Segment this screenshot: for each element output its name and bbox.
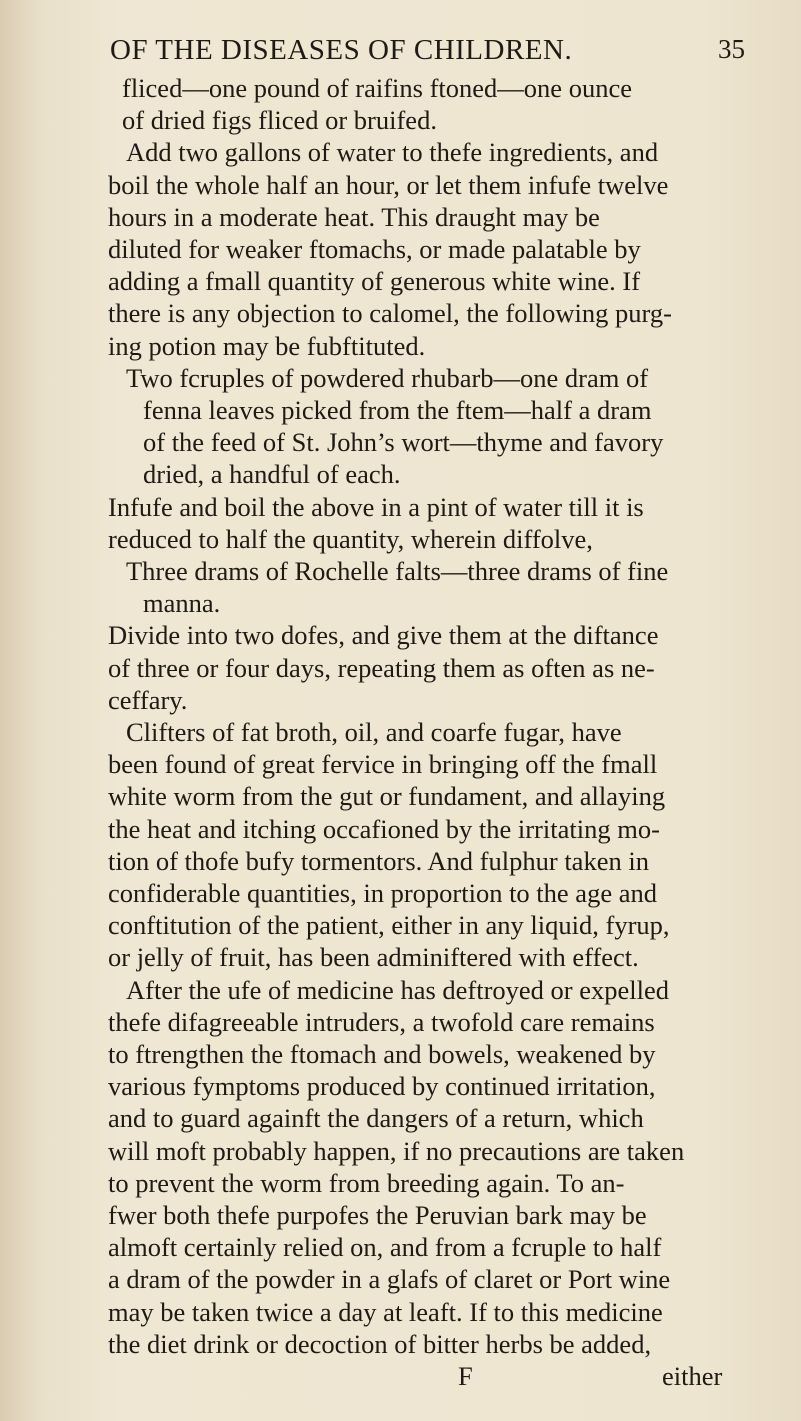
text-line: dried, a handful of each. [143, 459, 401, 490]
text-line: the diet drink or decoction of bitter herbs be added, [108, 1328, 652, 1359]
text-line: ing potion may be fubftituted. [108, 330, 426, 361]
text-line: conftitution of the patient, either in any liquid, fyrup, [108, 910, 670, 941]
text-line: or jelly of fruit, has been adminiftered with effect. [108, 942, 639, 973]
text-line: boil the whole half an hour, or let them infufe twelve [108, 169, 669, 200]
text-line: fenna leaves picked from the ftem—half a dram [143, 395, 652, 425]
text-line: Three drams of Rochelle falts—three drams of fine [126, 556, 669, 586]
text-line: to ftrengthen the ftomach and bowels, weakened by [108, 1039, 656, 1069]
text-line: confiderable quantities, in proportion to the age and [108, 878, 657, 908]
text-line: been found of great fervice in bringing off the fmall [108, 749, 658, 780]
text-line: tion of thofe bufy tormentors. And fulphur taken in [108, 845, 649, 876]
text-line: and to guard againft the dangers of a return, which [108, 1103, 644, 1134]
text-line: After the ufe of medicine has deftroyed or expelled [126, 974, 670, 1005]
text-line: reduced to half the quantity, wherein diffolve, [108, 523, 593, 554]
text-line: there is any objection to calomel, the following purg- [108, 298, 672, 329]
text-line: of dried figs fliced or bruifed. [122, 105, 437, 136]
text-line: Clifters of fat broth, oil, and coarfe fugar, have [126, 717, 622, 747]
text-line: thefe difagreeable intruders, a twofold care remains [108, 1006, 655, 1037]
text-line: Two fcruples of powdered rhubarb—one dram of [126, 362, 649, 393]
text-line: Divide into two dofes, and give them at the diftance [108, 620, 659, 651]
text-line: ceffary. [108, 684, 188, 715]
text-line: fliced—one pound of raifins ftoned—one ounce [122, 73, 632, 103]
text-line: Add two gallons of water to thefe ingredients, and [126, 137, 659, 168]
text-line: to prevent the worm from breeding again. To an- [108, 1167, 625, 1198]
text-line: the heat and itching occafioned by the irritating mo- [108, 813, 660, 844]
catchword: either [662, 1361, 723, 1391]
text-line: diluted for weaker ftomachs, or made palatable by [108, 234, 641, 264]
running-title: OF THE DISEASES OF CHILDREN. [110, 34, 573, 66]
text-line: hours in a moderate heat. This draught may be [108, 201, 600, 232]
text-line: almoft certainly relied on, and from a fcruple to half [108, 1232, 662, 1263]
text-line: fwer both thefe purpofes the Peruvian bark may be [108, 1200, 647, 1230]
text-line: will moft probably happen, if no precautions are taken [108, 1135, 685, 1166]
text-line: of three or four days, repeating them as often as ne- [108, 652, 655, 683]
text-line: manna. [143, 588, 221, 619]
text-line: white worm from the gut or fundament, and allaying [108, 781, 666, 812]
text-line: may be taken twice a day at leaft. If to this medicine [108, 1296, 663, 1327]
text-line: adding a fmall quantity of generous white wine. If [108, 266, 641, 297]
text-line: Infufe and boil the above in a pint of water till it is [108, 491, 644, 522]
running-head [110, 28, 745, 68]
text-line: various fymptoms produced by continued irritation, [108, 1071, 656, 1102]
signature-mark: F [458, 1361, 473, 1391]
text-line: a dram of the powder in a glafs of claret or Port wine [108, 1264, 671, 1295]
page-number: 35 [718, 34, 745, 64]
text-line: of the feed of St. John’s wort—thyme and favory [143, 427, 664, 458]
